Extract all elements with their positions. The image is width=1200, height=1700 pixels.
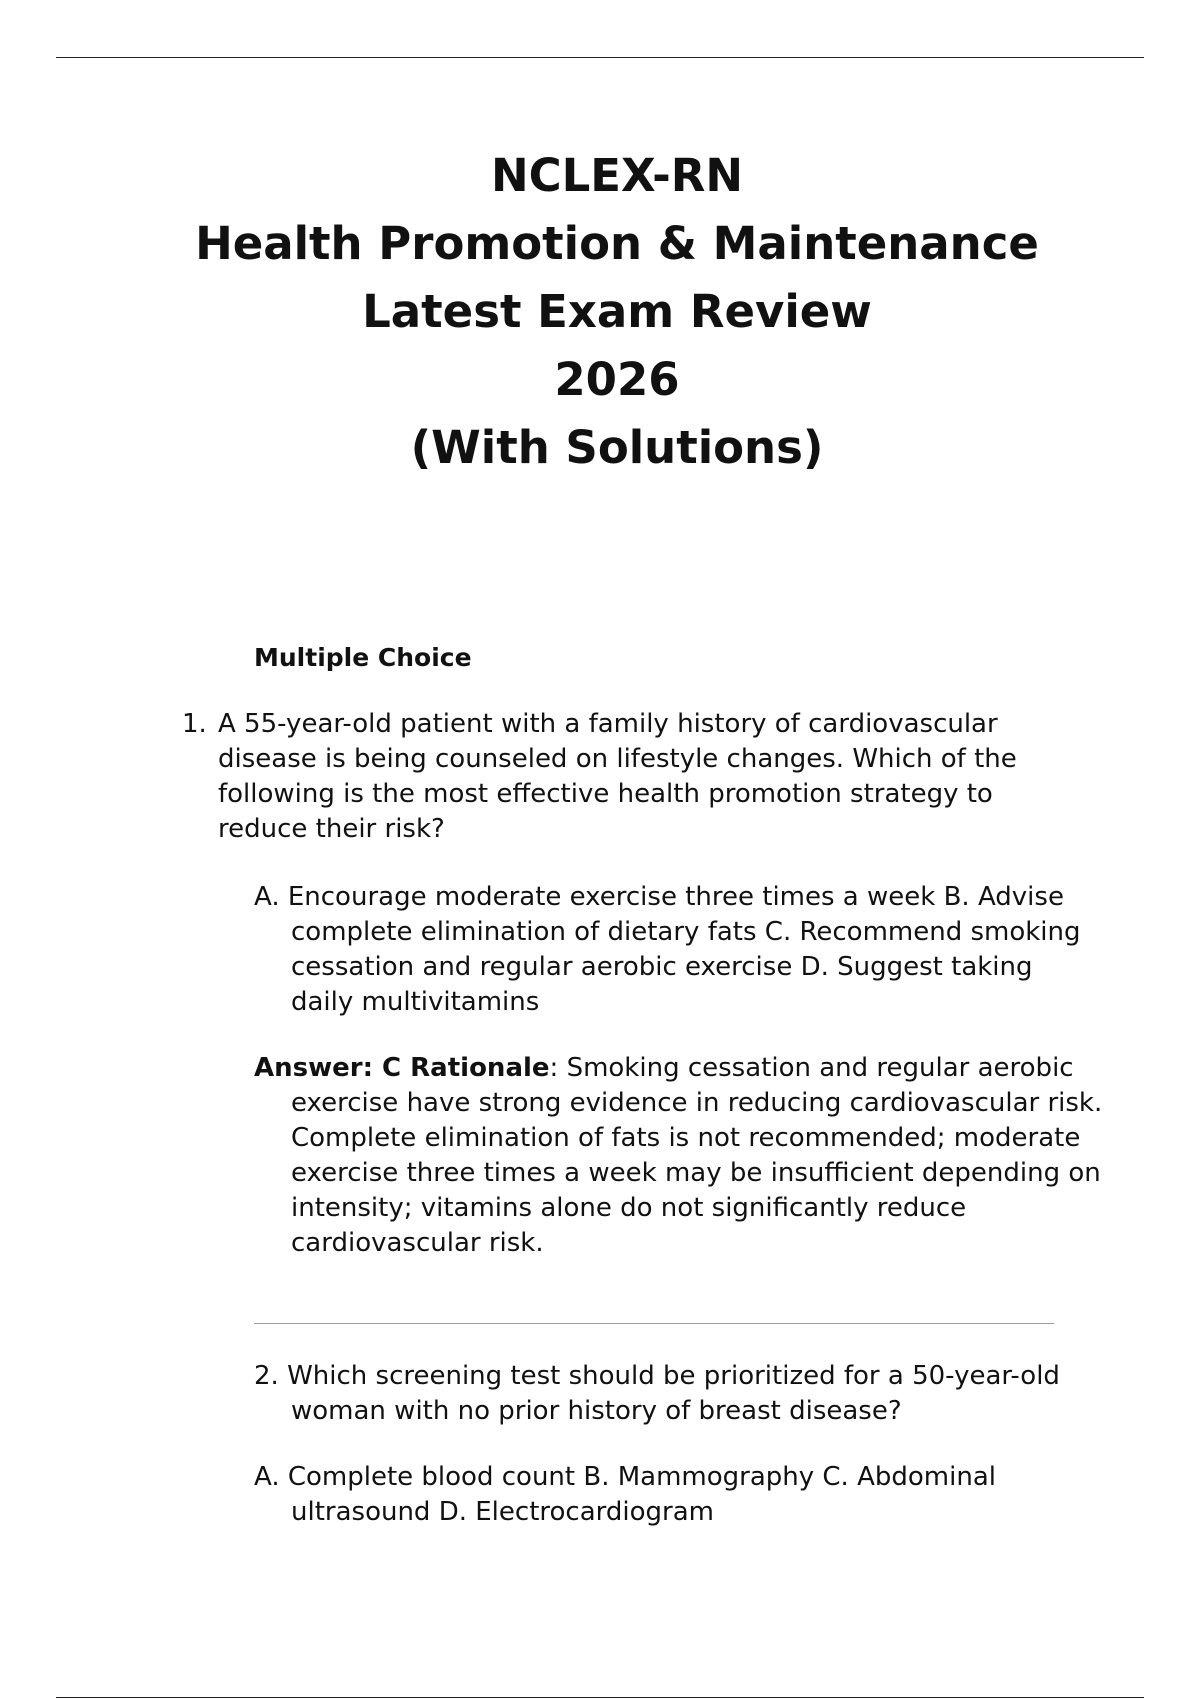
- question-2-options: A. Complete blood count B. Mammography C. Abdominal ultrasound D. Electrocardiogram: [254, 1462, 996, 1527]
- question-text: A 55-year-old patient with a family history of cardiovascular disease is being counseled on lifestyle changes. Which of the following is the most effective health promotion strategy to reduce their risk?: [218, 709, 1017, 844]
- section-heading: Multiple Choice: [254, 643, 472, 672]
- question-1: [182, 707, 1062, 847]
- title-line-exam: NCLEX-RN: [490, 149, 744, 202]
- question-1-answer: [254, 1051, 1141, 1261]
- question-number: 2.: [254, 1361, 279, 1391]
- title-line-review: Latest Exam Review: [362, 285, 872, 338]
- question-2: [254, 1359, 1121, 1429]
- answer-label: Answer: C Rationale: [254, 1053, 550, 1083]
- question-divider: [254, 1323, 1054, 1324]
- answer-rationale: : Smoking cessation and regular aerobic exercise have strong evidence in reducing cardiovascular risk. Complete elimination of fats is not recommended; moderate exercise three times a week may be insufficient depending on intensity; vitamins alone do not significantly reduce cardiovascular risk.: [291, 1053, 1103, 1258]
- title-line-year: 2026: [554, 353, 680, 406]
- top-rule: [56, 57, 1144, 58]
- question-text: Which screening test should be prioritized for a 50-year-old woman with no prior history of breast disease?: [287, 1361, 1060, 1426]
- question-number: 1.: [182, 709, 207, 739]
- question-1-options: A. Encourage moderate exercise three times a week B. Advise complete elimination of dietary fats C. Recommend smoking cessation and regular aerobic exercise D. Suggest taking daily multivitamins: [254, 882, 1081, 1017]
- bottom-rule: [56, 1697, 1144, 1698]
- document-title: [0, 142, 1200, 482]
- title-line-topic: Health Promotion & Maintenance: [195, 217, 1039, 270]
- title-line-solutions: (With Solutions): [410, 421, 824, 474]
